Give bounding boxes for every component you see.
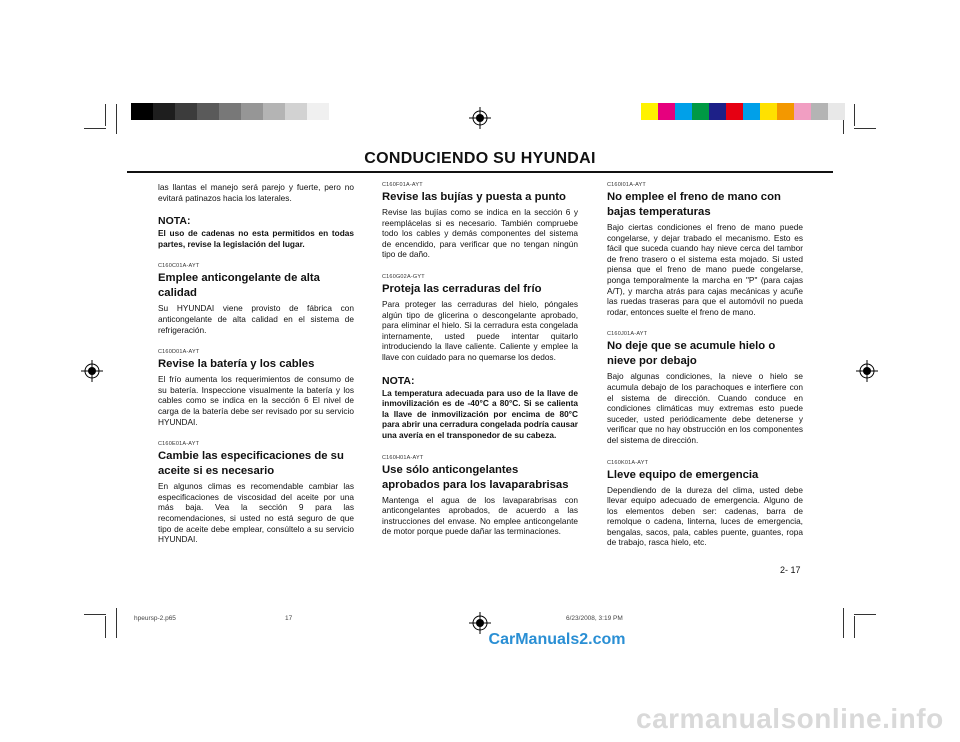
section-body: Revise las bujías como se indica en la sección 6 y reemplácelas si es necesario. También compruebe todo los cables y demás componentes del sistema de encendido, para verificar que no tengan ningún tipo de daño. (382, 207, 578, 260)
grey-swatch (175, 103, 197, 120)
footer-filename: hpeursp-2.p65 (134, 615, 176, 622)
registration-target-icon (81, 360, 103, 382)
grey-swatch (131, 103, 153, 120)
section-body: Bajo algunas condiciones, la nieve o hielo se acumula debajo de los parachoques e interfiere con el sistema de dirección. Cuando conduce en condiciones climáticas muy extremas esto puede suceder, usted periódicamente debe detenerse y verificar que no hay obstrucción en los componentes del sistema de dirección. (607, 371, 803, 445)
grey-swatch (285, 103, 307, 120)
section-title: Proteja las cerraduras del frío (382, 282, 542, 295)
note-body: La temperatura adecuada para uso de la llave de inmovilización es de -40°C a 80°C. Si se calienta la llave de inmovilización por encima de 80°C para abrir una cerradura congelada podría causar una avería en el transponedor de su cabeza. (382, 387, 578, 440)
grey-swatch (263, 103, 285, 120)
color-swatch (692, 103, 709, 120)
registration-target-icon (856, 360, 878, 382)
section-code: C160I01A-AYT (607, 182, 646, 188)
section-body: Su HYUNDAI viene provisto de fábrica con anticongelante de alta calidad en el sistema de refrigeración. (158, 303, 354, 335)
section-code: C160K01A-AYT (607, 459, 649, 466)
grey-swatch (307, 103, 329, 120)
section-title: Emplee anticongelante de alta calidad (158, 272, 320, 300)
page-title: CONDUCIENDO SU HYUNDAI (364, 150, 596, 167)
section-code: C160D01A-AYT (158, 349, 200, 356)
color-swatch (726, 103, 743, 120)
color-swatch (675, 103, 692, 120)
registration-target-icon (469, 107, 491, 129)
column-1 (158, 182, 354, 545)
column-3 (607, 182, 803, 548)
footer-page: 17 (285, 615, 293, 622)
section-code: C160C01A-AYT (158, 263, 200, 270)
color-swatch (777, 103, 794, 120)
color-swatch (828, 103, 845, 120)
section-title: Use sólo anticongelantes aprobados para los lavaparabrisas (382, 463, 569, 491)
carmanuals-watermark-link[interactable]: CarManuals2.com (488, 631, 626, 648)
note-body: El uso de cadenas no esta permitidos en todas partes, revise la legislación del lugar. (158, 228, 354, 249)
color-swatch (658, 103, 675, 120)
section-body: En algunos climas es recomendable cambiar las especificaciones de viscosidad del aceite por una más baja. Vea la sección 9 para las recomendaciones, si usted no está seguro de que tipo de aceite debe emplear, consúltelo a su servicio HYUNDAI. (158, 481, 354, 545)
grey-swatch (153, 103, 175, 120)
section-body: El frío aumenta los requerimientos de consumo de su batería. Inspeccione visualmente la batería y los cables como se indica en la sección 6 El nivel de carga de la batería debe ser revisado por su servicio HYUNDAI. (158, 374, 354, 427)
section-title: No deje que se acumule hielo o nieve por debajo (607, 340, 776, 368)
grey-swatch (197, 103, 219, 120)
grey-swatch (241, 103, 263, 120)
section-body: Bajo ciertas condiciones el freno de mano puede congelarse, y dejar trabado el mecanismo. Esto es fácil que suceda cuando hay nieve cerca del tambor de freno trasero o el sistema esta mojado. Si usted piensa que el freno de mano puede congelarse, ponga temporalmente la marcha en "P" (para cajas A/T), y marcha atrás para cajas mecánicas y acuñe las ruedas traseras para que el automóvil no pueda rodar, entonces suelte el freno de mano. (607, 222, 803, 317)
section-title: Revise la batería y los cables (158, 358, 315, 371)
section-body: Mantenga el agua de los lavaparabrisas con anticongelantes aprobados, de acuerdo a las instrucciones del envase. No emplee anticongelante de motor porque puede dañar las terminaciones. (382, 494, 578, 537)
color-swatch (641, 103, 658, 120)
color-swatch (743, 103, 760, 120)
color-swatch (794, 103, 811, 120)
section-title: No emplee el freno de mano con bajas temperaturas (607, 191, 781, 218)
section-code: C160J01A-AYT (607, 331, 648, 338)
carmanualsonline-watermark-link[interactable]: carmanualsonline.info (636, 703, 944, 734)
color-swatch (760, 103, 777, 120)
section-title: Revise las bujías y puesta a punto (382, 191, 566, 203)
section-title: Cambie las especificaciones de su aceite si es necesario (158, 450, 344, 478)
note-title: NOTA: (158, 215, 191, 228)
section-body: Dependiendo de la dureza del clima, usted debe llevar equipo adecuado de emergencia. Alguno de los elementos deben ser: cadenas, barra de remolque o cadena, linterna, luces de emergencia, bengalas, sacos, pala, cables puente, guantes, ropa de trabajo, rasca hielo, etc. (607, 484, 803, 548)
column-2 (382, 182, 578, 537)
page-number: 2- 17 (780, 565, 801, 575)
note-title: NOTA: (382, 374, 415, 387)
grey-swatch (219, 103, 241, 120)
section-title: Lleve equipo de emergencia (607, 468, 759, 481)
section-code: C160F01A-AYT (382, 182, 423, 188)
intro-text: las llantas el manejo será parejo y fuerte, pero no evitará patinazos hacia los laterales. (158, 182, 354, 203)
section-body: Para proteger las cerraduras del hielo, póngales algún tipo de glicerina o descongelante aprobado, para eliminar el hielo. Si la cerradura esta congelada internamente, usted puede intentar quitarlo introduciendo la llave caliente. Caliente y emplee la llave con cuidado para no quemarse los dedos. (382, 298, 578, 362)
color-swatch (811, 103, 828, 120)
section-code: C160G02A-GYT (382, 273, 425, 280)
footer-date: 6/23/2008, 3:19 PM (566, 615, 623, 622)
section-code: C160H01A-AYT (382, 454, 424, 461)
header-rule (127, 171, 833, 173)
color-swatch (709, 103, 726, 120)
section-code: C160E01A-AYT (158, 441, 200, 448)
